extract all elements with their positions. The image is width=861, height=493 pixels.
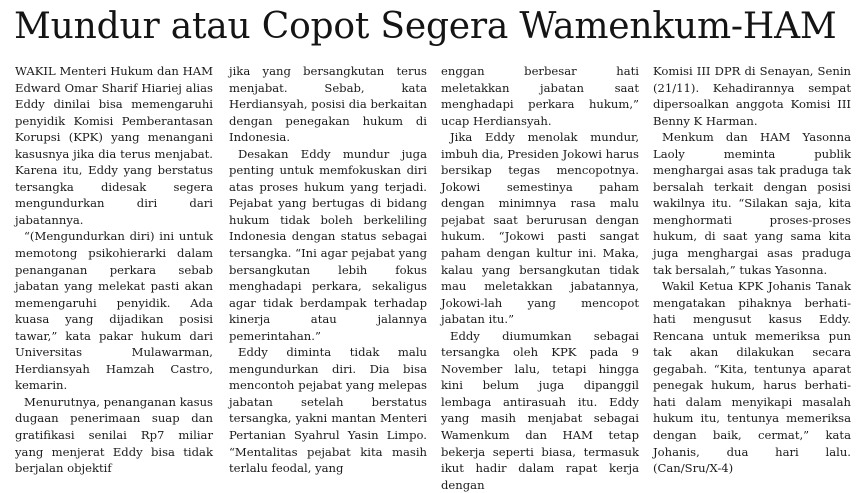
paragraph: Komisi III DPR di Senayan, Senin (21/11). Kehadirannya sempat dipersoalkan anggota Komisi III Benny K Harman. <box>653 64 851 128</box>
paragraph: Eddy diminta tidak malu mengundurkan diri. Dia bisa mencontoh pejabat yang melepas jabatan setelah berstatus tersangka, yakni mantan Menteri Pertanian Syahrul Yasin Limpo. “Mentalitas pejabat kita masih terlalu feodal, yang <box>229 345 427 476</box>
paragraph: Eddy diumumkan sebagai tersangka oleh KPK pada 9 November lalu, tetapi hingga kini belum juga dipanggil lembaga antirasuah itu. Eddy yang masih menjabat sebagai Wamenkum dan HAM tetap bekerja seperti biasa, termasuk ikut hadir dalam rapat kerja dengan <box>441 328 639 492</box>
paragraph: WAKIL Menteri Hukum dan HAM Edward Omar Sharif Hiariej alias Eddy dinilai bisa memengaruhi penyidik Komisi Pemberantasan Korupsi (KPK) yang menangani kasusnya jika dia terus menjabat. Karena itu, Eddy yang berstatus tersangka didesak segera mengundurkan diri dari jabatannya. <box>15 64 213 227</box>
paragraph: enggan berbesar hati meletakkan jabatan saat menghadapi perkara hukum,” ucap Herdiansyah. <box>441 64 639 128</box>
article-headline: Mundur atau Copot Segera Wamenkum-HAM <box>14 6 837 47</box>
paragraph: “(Mengundurkan diri) ini untuk memotong psikohierarki dalam penanganan perkara sebab jabatan yang melekat pasti akan memengaruhi penyidik. Ada kuasa yang dijadikan posisi tawar,” kata pakar hukum dari Universitas Mulawarman, Herdiansyah Hamzah Castro, kemarin. <box>15 229 213 393</box>
paragraph: Wakil Ketua KPK Johanis Tanak mengatakan pihaknya berhati-hati mengusut kasus Eddy. Rencana untuk memeriksa pun tak akan dilakukan secara gegabah. “Kita, tentunya aparat penegak hukum, harus berhati-hati dalam menyikapi masalah hukum itu, tentunya memeriksa dengan baik, cermat,” kata Johanis, dua hari lalu. (Can/Sru/X-4) <box>653 279 851 476</box>
paragraph: Jika Eddy menolak mundur, imbuh dia, Presiden Jokowi harus bersikap tegas mencopotnya. Jokowi semestinya paham dengan minimnya rasa malu pejabat saat berurusan dengan hukum. “Jokowi pasti sangat paham dengan kultur ini. Maka, kalau yang bersangkutan tidak mau meletakkan jabatannya, Jokowi-lah yang mencopot jabatan itu.” <box>441 130 639 327</box>
article-column-1 <box>15 63 213 479</box>
paragraph: jika yang bersangkutan terus menjabat. Sebab, kata Herdiansyah, posisi dia berkaitan dengan penegakan hukum di Indonesia. <box>229 64 427 145</box>
article-column-2 <box>229 63 427 479</box>
paragraph: Menkum dan HAM Yasonna Laoly meminta publik menghargai asas tak praduga tak bersalah terkait dengan posisi wakilnya itu. “Silakan saja, kita menghormati proses-proses hukum, di saat yang sama kita juga menghargai asas praduga tak bersalah,” tukas Yasonna. <box>653 130 851 277</box>
article-column-4 <box>653 63 851 479</box>
article-column-3 <box>441 63 639 492</box>
paragraph: Menurutnya, penanganan kasus dugaan penerimaan suap dan gratifikasi senilai Rp7 miliar yang menjerat Eddy bisa tidak berjalan objektif <box>15 394 213 476</box>
paragraph: Desakan Eddy mundur juga penting untuk memfokuskan diri atas proses hukum yang terjadi. Pejabat yang bertugas di bidang hukum tidak boleh berkeliling Indonesia dengan status sebagai tersangka. “Ini agar pejabat yang bersangkutan lebih fokus menghadapi perkara, sekaligus agar tidak berdampak terhadap kinerja atau jalannya pemerintahan.” <box>229 146 427 343</box>
